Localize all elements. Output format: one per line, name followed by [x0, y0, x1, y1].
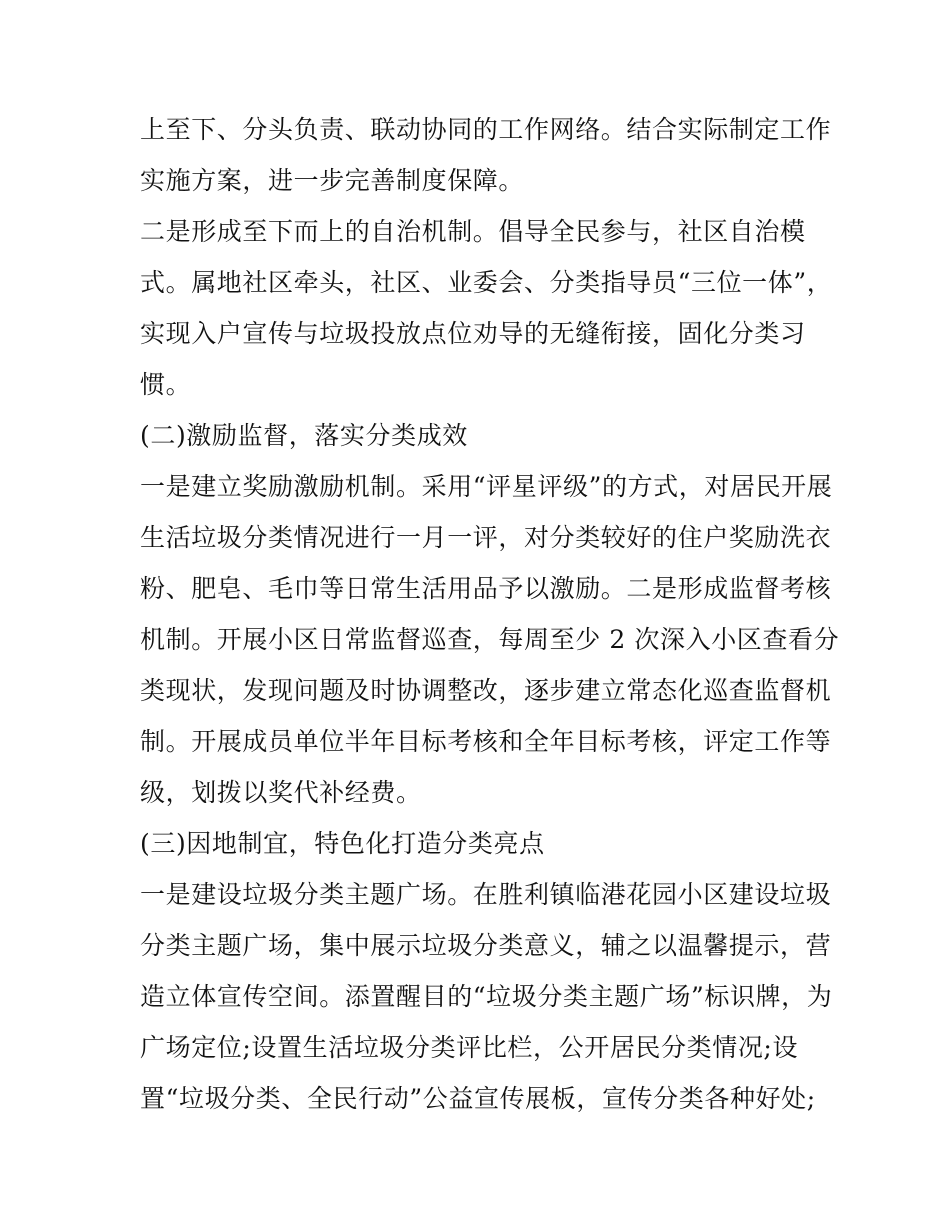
- text-line: 类现状，发现问题及时协调整改，逐步建立常态化巡查监督机: [140, 676, 832, 705]
- text-line: 制。开展成员单位半年目标考核和全年目标考核，评定工作等: [140, 727, 832, 756]
- text-line: 一是建立奖励激励机制。采用“评星评级”的方式，对居民开展: [140, 472, 833, 501]
- text-line: 上至下、分头负责、联动协同的工作网络。结合实际制定工作: [140, 115, 832, 144]
- text-line: 分类主题广场，集中展示垃圾分类意义，辅之以温馨提示，营: [140, 931, 832, 960]
- text-line: 造立体宣传空间。添置醒目的“垃圾分类主题广场”标识牌，为: [140, 982, 833, 1011]
- text-line: 惯。: [140, 370, 192, 399]
- text-line: 式。属地社区牵头，社区、业委会、分类指导员“三位一体”，: [140, 268, 833, 297]
- text-line: 级，划拨以奖代补经费。: [140, 778, 422, 807]
- text-line: 实现入户宣传与垃圾投放点位劝导的无缝衔接，固化分类习: [140, 319, 806, 348]
- text-line: 机制。开展小区日常监督巡查，每周至少 2 次深入小区查看分: [140, 625, 840, 654]
- text-line: 二是形成至下而上的自治机制。倡导全民参与，社区自治模: [140, 217, 806, 246]
- text-line: 生活垃圾分类情况进行一月一评，对分类较好的住户奖励洗衣: [140, 523, 832, 552]
- text-line: 一是建设垃圾分类主题广场。在胜利镇临港花园小区建设垃圾: [140, 880, 832, 909]
- text-line: 置“垃圾分类、全民行动”公益宣传展板，宣传分类各种好处;: [140, 1084, 816, 1113]
- text-line: 广场定位;设置生活垃圾分类评比栏，公开居民分类情况;设: [140, 1033, 799, 1062]
- text-line: 粉、肥皂、毛巾等日常生活用品予以激励。二是形成监督考核: [140, 574, 832, 603]
- section-heading: (二)激励监督，落实分类成效: [140, 421, 468, 450]
- text-line: 实施方案，进一步完善制度保障。: [140, 166, 525, 195]
- section-heading: (三)因地制宜，特色化打造分类亮点: [140, 829, 545, 858]
